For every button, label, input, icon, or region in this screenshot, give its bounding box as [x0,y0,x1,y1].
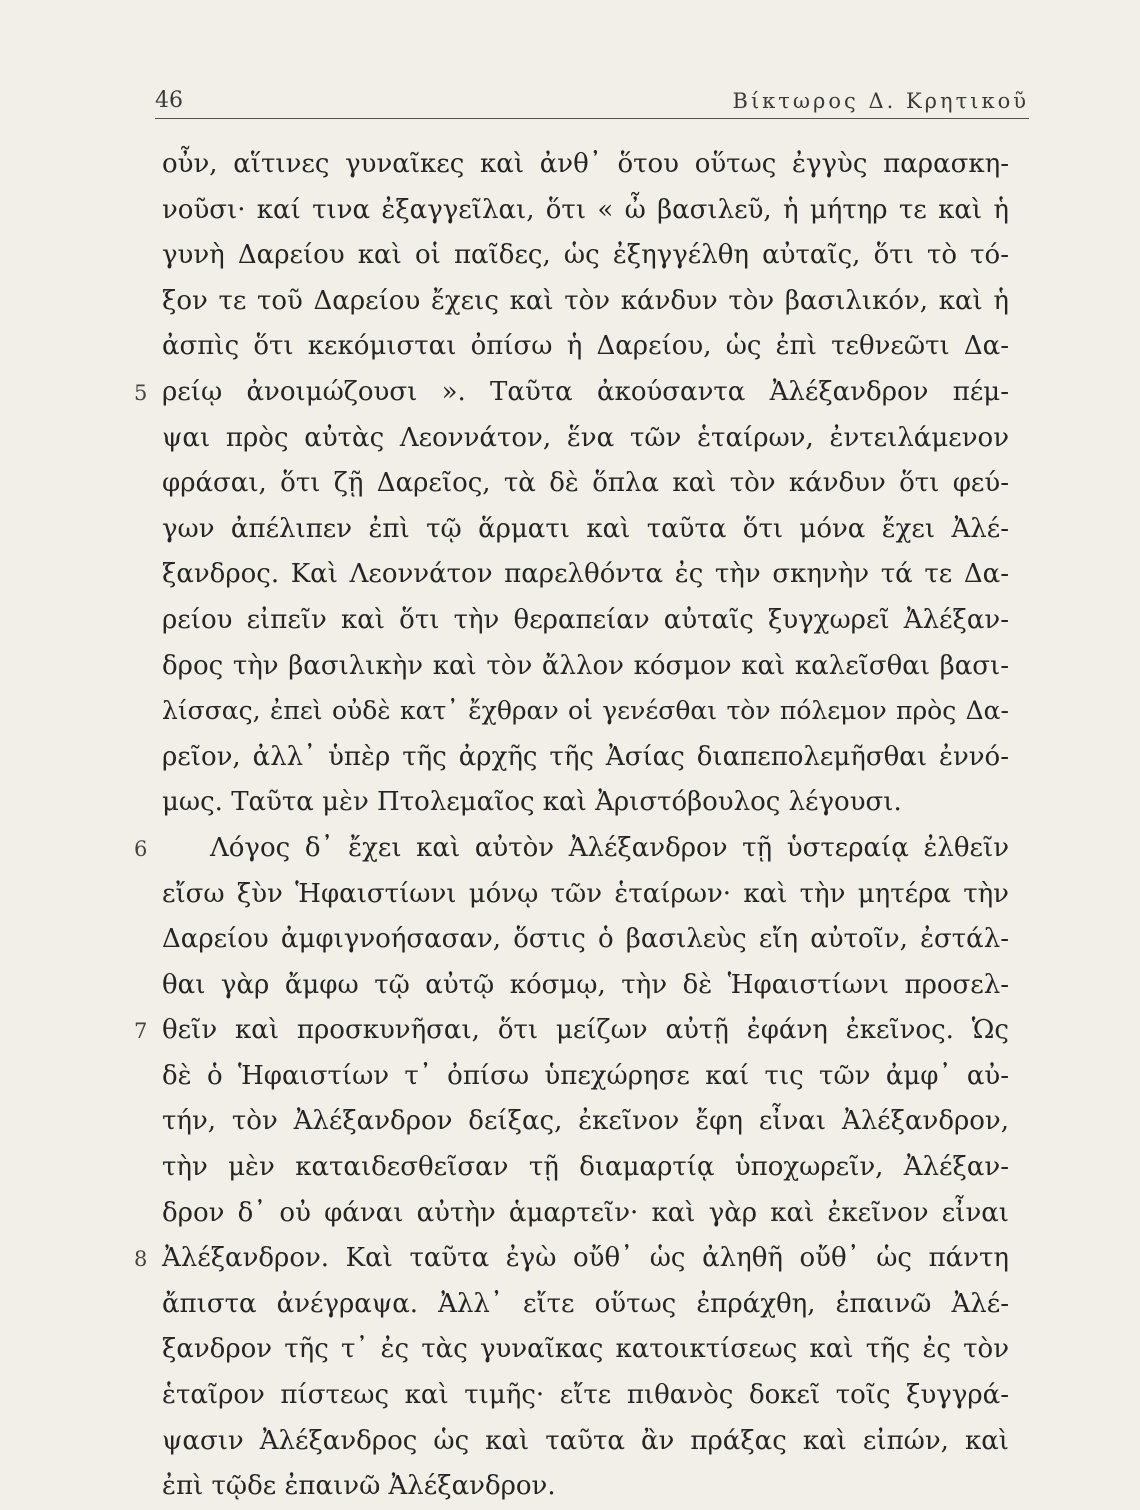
line-text: δρος τὴν βασιλικὴν καὶ τὸν ἄλλον κόσμον καὶ καλεῖσθαι βασι- [162,650,1009,681]
text-line [134,1236,1009,1282]
line-text: ἀσπὶς ὅτι κεκόμισται ὀπίσω ἡ Δαρείου, ὡς ἐπὶ τεθνεῶτι Δα- [162,331,1009,362]
text-line [162,142,1009,188]
line-text: τὴν μὲν καταιδεσθεῖσαν τῇ διαμαρτίᾳ ὑποχωρεῖν, Ἀλέξαν- [162,1152,1009,1183]
section-number: 6 [134,836,148,861]
line-text: ἑταῖρον πίστεως καὶ τιμῆς· εἴτε πιθανὸς δοκεῖ τοῖς ξυγγρά- [162,1380,1009,1411]
text-line [162,416,1009,462]
line-text: Λόγος δ᾽ ἔχει καὶ αὐτὸν Ἀλέξανδρον τῇ ὑστεραίᾳ ἐλθεῖν [210,832,1009,863]
line-text: δὲ ὁ Ἡφαιστίων τ᾽ ὀπίσω ὑπεχώρησε καί τις τῶν ἀμφ᾽ αὐ- [162,1060,1009,1091]
text-line [162,598,1009,644]
line-text: ρεῖον, ἀλλ᾽ ὑπὲρ τῆς ἀρχῆς τῆς Ἀσίας διαπεπολεμῆσθαι ἐννό- [162,741,1009,772]
line-text: ρείῳ ἀνοιμώζουσι ». Ταῦτα ἀκούσαντα Ἀλέξανδρον πέμ- [162,376,1009,407]
line-text: ρείου εἰπεῖν καὶ ὅτι τὴν θεραπείαν αὐταῖς ξυγχωρεῖ Ἀλέξαν- [162,604,1009,635]
text-line [162,1145,1009,1191]
section-number: 8 [134,1247,148,1272]
text-line [162,644,1009,690]
text-line [162,552,1009,598]
line-text: εἴσω ξὺν Ἡφαιστίωνι μόνῳ τῶν ἑταίρων· καὶ τὴν μητέρα τὴν [162,878,1009,909]
line-text: δρον δ᾽ οὐ φάναι αὐτὴν ἁμαρτεῖν· καὶ γὰρ καὶ ἐκεῖνον εἶναι [162,1197,1009,1228]
section-number: 5 [134,380,148,405]
text-line [162,507,1009,553]
line-text: ξον τε τοῦ Δαρείου ἔχεις καὶ τὸν κάνδυν τὸν βασιλικόν, καὶ ἡ [162,285,1009,316]
line-text: θεῖν καὶ προσκυνῆσαι, ὅτι μείζων αὐτῇ ἐφάνη ἐκεῖνος. Ὡς [162,1015,1009,1046]
text-line [134,1008,1009,1054]
line-text: γων ἀπέλιπεν ἐπὶ τῷ ἅρματι καὶ ταῦτα ὅτι μόνα ἔχει Ἀλέ- [162,513,1009,544]
text-line [162,917,1009,963]
text-line [162,1464,1009,1510]
text-line [162,324,1009,370]
line-text: οὖν, αἵτινες γυναῖκες καὶ ἀνθ᾽ ὅτου οὕτως ἐγγὺς παρασκη- [162,149,1009,179]
text-line [162,689,1009,735]
line-text: νοῦσι· καί τινα ἐξαγγεῖλαι, ὅτι « ὦ βασιλεῦ, ἡ μήτηρ τε καὶ ἡ [162,194,1009,225]
text-line [162,780,1009,826]
text-line [162,735,1009,781]
line-text: τήν, τὸν Ἀλέξανδρον δείξας, ἐκεῖνον ἔφη εἶναι Ἀλέξανδρον, [162,1106,1009,1137]
text-line [162,1282,1009,1328]
text-line [162,461,1009,507]
running-head: Βίκτωρος Δ. Κρητικοῦ [732,89,1029,113]
text-line [134,370,1009,416]
line-text: λίσσας, ἐπεὶ οὐδὲ κατ᾽ ἔχθραν οἱ γενέσθαι τὸν πόλεμον πρὸς Δα- [162,696,1009,726]
text-line [162,1327,1009,1373]
section-number: 7 [134,1019,148,1044]
text-line [134,826,1009,872]
line-text: ξανδρον τῆς τ᾽ ἐς τὰς γυναῖκας κατοικτίσεως καὶ τῆς ἐς τὸν [162,1334,1009,1365]
line-text: Ἀλέξανδρον. Καὶ ταῦτα ἐγὼ οὔθ᾽ ὡς ἀληθῆ οὔθ᾽ ὡς πάντη [162,1243,1009,1274]
line-text: φράσαι, ὅτι ζῇ Δαρεῖος, τὰ δὲ ὅπλα καὶ τὸν κάνδυν ὅτι φεύ- [162,468,1009,499]
line-text: γυνὴ Δαρείου καὶ οἱ παῖδες, ὡς ἐξηγγέλθη αὐταῖς, ὅτι τὸ τό- [162,240,1009,271]
text-line [162,1191,1009,1237]
page-number: 46 [155,88,183,113]
text-line [162,1419,1009,1465]
text-line [162,1373,1009,1419]
page-header [155,88,1029,118]
text-line [162,872,1009,918]
header-rule [155,118,1029,119]
text-line [162,1054,1009,1100]
line-text: ψασιν Ἀλέξανδρος ὡς καὶ ταῦτα ἂν πράξας καὶ εἰπών, καὶ [162,1425,1009,1456]
body-text [0,142,1140,1510]
text-line [162,963,1009,1009]
line-text: Δαρείου ἀμφιγνοήσασαν, ὅστις ὁ βασιλεὺς εἴη αὐτοῖν, ἐστάλ- [162,924,1009,955]
text-line [162,233,1009,279]
text-line [162,188,1009,234]
line-text: θαι γὰρ ἄμφω τῷ αὐτῷ κόσμῳ, τὴν δὲ Ἡφαιστίωνι προσελ- [162,969,1009,1000]
line-text: ἄπιστα ἀνέγραψα. Ἀλλ᾽ εἴτε οὕτως ἐπράχθη, ἐπαινῶ Ἀλέ- [162,1288,1009,1319]
line-text: ἐπὶ τῷδε ἐπαινῶ Ἀλέξανδρον. [162,1471,556,1502]
line-text: μως. Ταῦτα μὲν Πτολεμαῖος καὶ Ἀριστόβουλος λέγουσι. [162,787,902,818]
line-text: ψαι πρὸς αὐτὰς Λεοννάτον, ἕνα τῶν ἑταίρων, ἐντειλάμενον [162,422,1009,453]
line-text: ξανδρος. Καὶ Λεοννάτον παρελθόντα ἐς τὴν σκηνὴν τά τε Δα- [162,559,1009,590]
text-line [162,279,1009,325]
text-line [162,1099,1009,1145]
